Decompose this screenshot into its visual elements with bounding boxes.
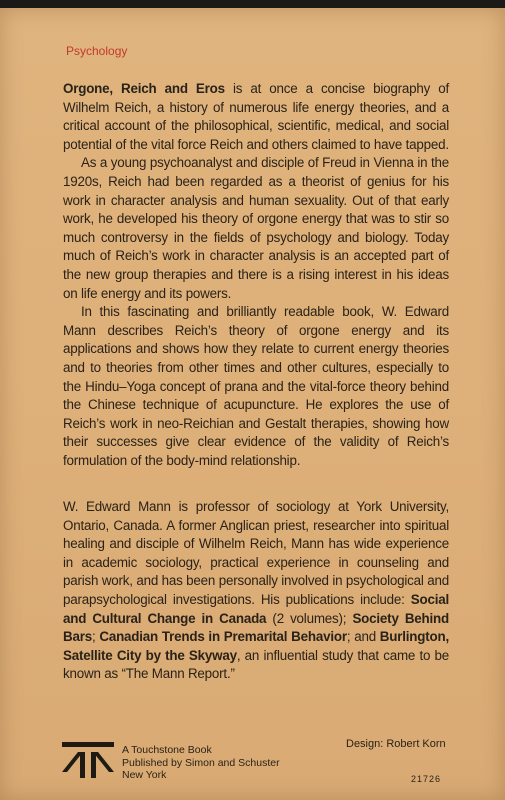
publisher-line-3: New York — [122, 769, 167, 782]
design-credit: Design: Robert Korn — [346, 738, 446, 750]
blurb-text — [63, 80, 449, 470]
bio-text-3: ; — [91, 629, 100, 645]
publisher-line-1: A Touchstone Book — [122, 744, 212, 756]
bio-book-4: Burlington, Satellite City by the Skyway — [63, 629, 449, 663]
author-bio-paragraph — [63, 498, 449, 684]
blurb-paragraph-1-text: is at once a concise biography of Wilhelm Reich, a history of numerous life energy theories, and a critical account of the philosophical, scientific, medical, and social potential of the vital force Reich and others claimed to have tapped. — [63, 81, 449, 152]
author-bio — [63, 498, 449, 684]
bio-book-2: Society Behind Bars — [63, 610, 449, 645]
bio-text-5: , an influential study that came to be known as “The Mann Report.” — [63, 647, 450, 682]
back-cover — [0, 8, 505, 800]
touchstone-logo-icon — [62, 742, 114, 780]
bio-book-1: Social and Cultural Change in Canada — [63, 591, 449, 626]
book-title: Orgone, Reich and Eros — [63, 81, 225, 96]
publisher-line-2: Published by Simon and Schuster — [122, 756, 280, 769]
bio-book-3: Canadian Trends in Premarital Behavior — [99, 629, 347, 645]
catalog-number: 21726 — [411, 774, 442, 784]
bio-text-2: (2 volumes); — [266, 610, 353, 626]
publisher-imprint — [122, 744, 280, 782]
blurb-paragraph-3: In this fascinating and brilliantly readable book, W. Edward Mann describes Reich’s theory of orgone energy and its applications and shows how they relate to current energy theories and to theories from other times and other cultures, especially to the Hindu–Yoga concept of prana and the vital-force theory behind the Chinese technique of acupuncture. He explores the use of Reich’s work in neo-Reichian and Gestalt therapies, showing how their successes give clear evidence of the validity of Reich’s formulation of the body-mind relationship. — [63, 304, 449, 468]
blurb-paragraph-1 — [63, 80, 449, 154]
bio-text-4: ; and — [346, 629, 380, 645]
category-label: Psychology — [66, 44, 128, 58]
blurb-paragraph-2: As a young psychoanalyst and disciple of Freud in Vienna in the 1920s, Reich had been regarded as a theorist of genius for his work in character analysis and human sexuality. Out of that early work, he developed his theory of orgone energy that was to stir so much controversy in the fields of psychology and biology. Today much of Reich’s work in character analysis is an accepted part of the new group therapies and there is a rising interest in his ideas on life energy and its powers. — [63, 155, 449, 301]
bio-text-1: W. Edward Mann is professor of sociology at York University, Ontario, Canada. A former Anglican priest, researcher into spiritual healing and disciple of Wilhelm Reich, Mann has wide experience in academic sociology, practical experience in counseling and parish work, and has been personally involved in psychological and parapsychological investigations. His publications include: — [63, 499, 449, 607]
